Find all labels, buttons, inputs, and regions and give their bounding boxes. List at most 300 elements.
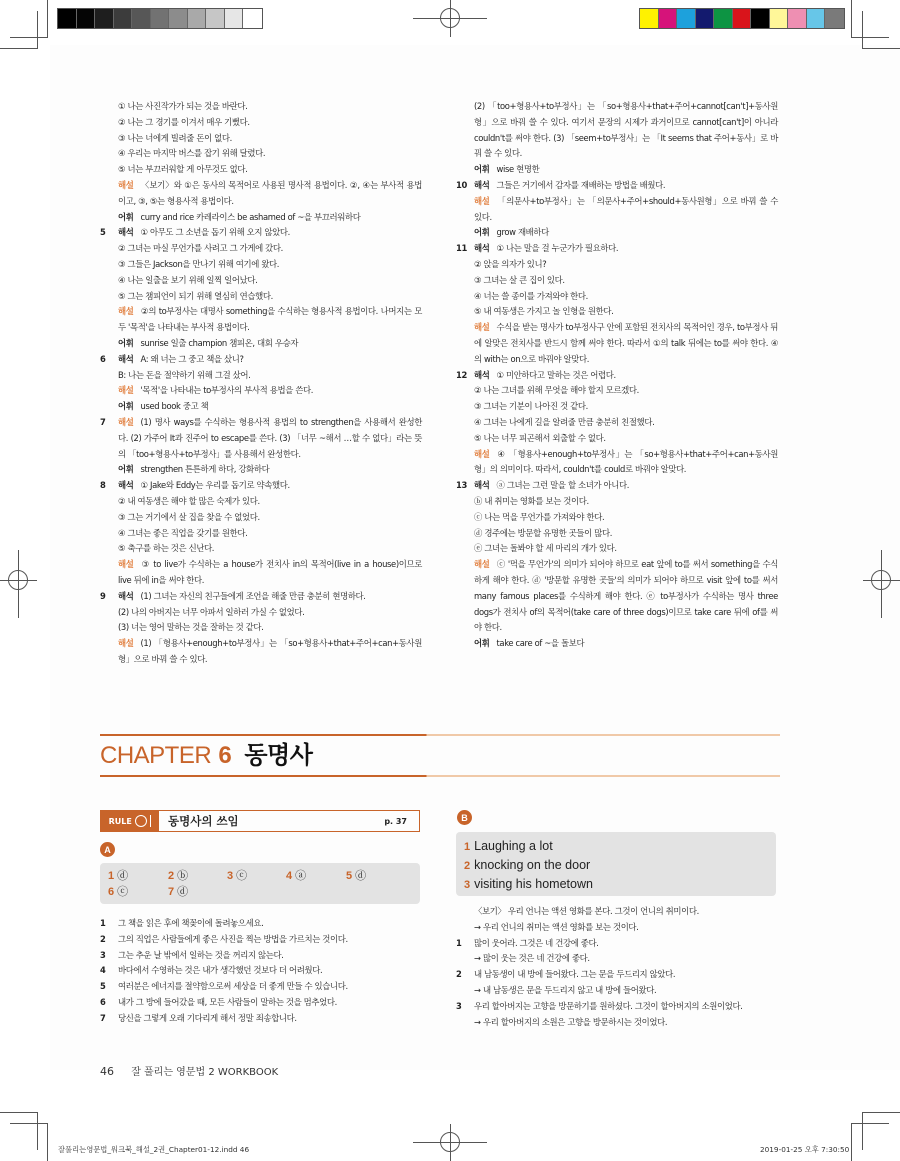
question-number bbox=[456, 257, 474, 273]
question-entry bbox=[456, 368, 778, 384]
answer-number: 3 bbox=[464, 879, 471, 891]
crop-mark bbox=[37, 11, 38, 49]
question-number bbox=[456, 951, 474, 967]
entry-content: ④ 너는 쓸 종이를 가져와야 한다. bbox=[474, 290, 588, 301]
question-number bbox=[100, 494, 118, 510]
print-timestamp: 2019-01-25 오후 7:30:50 bbox=[760, 1145, 850, 1154]
question-number bbox=[456, 526, 474, 542]
entry-line bbox=[100, 210, 422, 226]
color-swatch bbox=[132, 9, 151, 28]
chapter-prefix: CHAPTER bbox=[100, 742, 212, 769]
entry-text bbox=[474, 399, 778, 415]
entry-label: 어휘 bbox=[474, 227, 490, 238]
entry-line bbox=[100, 178, 422, 210]
entry-label: 해설 bbox=[118, 638, 134, 649]
entry-line bbox=[100, 289, 422, 305]
entry-content: ③ 그녀는 살 큰 집이 있다. bbox=[474, 274, 565, 285]
question-entry bbox=[100, 415, 422, 462]
answer-number: 1 bbox=[464, 841, 471, 853]
question-number bbox=[100, 115, 118, 131]
answer-number: 4 bbox=[286, 870, 293, 882]
entry-content: ⓔ 그녀는 돌봐야 할 세 마리의 개가 있다. bbox=[474, 543, 617, 554]
translation-line bbox=[100, 963, 422, 979]
crop-mark bbox=[0, 1112, 38, 1113]
entry-content: ① 아무도 그 소년을 돕기 위해 오지 않았다. bbox=[140, 227, 290, 238]
entry-text bbox=[118, 210, 422, 226]
chapter-number: 6 bbox=[218, 742, 232, 769]
question-number bbox=[456, 162, 474, 178]
entry-text bbox=[118, 241, 422, 257]
entry-content: (2) 「too+형용사+to부정사」는 「so+형용사+that+주어+cannot[can't]+동사원형」으로 바꿔 쓸 수 있다. 여기서 문장의 시제가 과거이므로 cannot[can't]이 아니라 couldn't를 써야 한다. (3) 「seem+to부정사」는 「It seems that 주어+동사」로 바꿔 쓸 수 있다. bbox=[474, 101, 778, 159]
entry-content: B: 나는 돈을 절약하기 위해 그걸 샀어. bbox=[118, 369, 251, 380]
color-swatch bbox=[751, 9, 770, 28]
entry-line bbox=[100, 510, 422, 526]
question-number bbox=[456, 1015, 474, 1031]
entry-label: 어휘 bbox=[118, 211, 134, 222]
entry-line bbox=[456, 447, 778, 479]
color-swatch bbox=[714, 9, 733, 28]
entry-content: ② 나는 그 경기를 이겨서 매우 기뻤다. bbox=[118, 116, 250, 127]
entry-line bbox=[100, 146, 422, 162]
answer-key-right-column bbox=[456, 99, 778, 652]
answer-number: 1 bbox=[108, 870, 115, 882]
question-number bbox=[100, 131, 118, 147]
entry-label: 어휘 bbox=[118, 401, 134, 412]
entry-content: (3) 너는 영어 말하는 것을 잘하는 것 같다. bbox=[118, 622, 264, 633]
entry-text bbox=[474, 510, 778, 526]
color-swatch bbox=[659, 9, 678, 28]
entry-content: ③ 그는 거기에서 살 집을 찾을 수 없었다. bbox=[118, 511, 260, 522]
question-number bbox=[456, 383, 474, 399]
question-number bbox=[456, 983, 474, 999]
entry-text bbox=[118, 510, 422, 526]
color-swatch bbox=[825, 9, 844, 28]
answer-value: knocking on the door bbox=[474, 858, 591, 872]
question-number bbox=[456, 225, 474, 241]
translation-line bbox=[100, 932, 422, 948]
entry-label: 어휘 bbox=[474, 638, 490, 649]
question-number: 8 bbox=[100, 480, 106, 491]
question-number bbox=[456, 99, 474, 162]
question-number bbox=[100, 304, 118, 336]
entry-line bbox=[456, 304, 778, 320]
crop-mark bbox=[862, 11, 863, 49]
answer-number: 2 bbox=[168, 870, 175, 882]
entry-text bbox=[474, 194, 778, 226]
entry-text bbox=[118, 526, 422, 542]
question-number bbox=[100, 241, 118, 257]
translation-text: 우리 할아버지는 고향을 방문하기를 원하셨다. 그것이 할아버지의 소원이었다. bbox=[474, 1000, 743, 1011]
entry-text bbox=[118, 304, 422, 336]
entry-text bbox=[118, 162, 422, 178]
color-swatch bbox=[58, 9, 77, 28]
entry-content: curry and rice 카레라이스 be ashamed of ~을 부끄러워하다 bbox=[140, 211, 361, 222]
question-number bbox=[100, 210, 118, 226]
crop-mark bbox=[47, 1124, 48, 1161]
entry-label: 해석 bbox=[118, 353, 134, 364]
question-number bbox=[100, 620, 118, 636]
answer-value: ⓑ bbox=[177, 869, 189, 882]
chapter-title bbox=[100, 736, 780, 775]
crop-mark bbox=[37, 1112, 38, 1150]
question-number bbox=[456, 289, 474, 305]
translation-text: 그의 직업은 사람들에게 좋은 사진을 찍는 방법을 가르치는 것이다. bbox=[118, 933, 348, 944]
question-number bbox=[100, 462, 118, 478]
entry-text bbox=[474, 225, 778, 241]
answer-number: 6 bbox=[108, 886, 115, 898]
question-number: 1 bbox=[456, 937, 462, 948]
entry-text bbox=[118, 336, 422, 352]
entry-line bbox=[456, 636, 778, 652]
question-number bbox=[100, 146, 118, 162]
translation-text: → 내 남동생은 문을 두드리지 않고 내 방에 들어왔다. bbox=[474, 984, 657, 995]
answer-key-left-column bbox=[100, 99, 422, 668]
entry-text bbox=[474, 494, 778, 510]
chapter-name: 동명사 bbox=[244, 741, 313, 769]
question-number: 12 bbox=[456, 369, 467, 380]
section-a-answer-box bbox=[100, 863, 420, 904]
question-number: 3 bbox=[456, 1000, 462, 1011]
answer-item bbox=[168, 884, 188, 900]
color-swatch bbox=[225, 9, 244, 28]
answer-item bbox=[464, 875, 776, 894]
entry-text bbox=[474, 162, 778, 178]
crop-mark bbox=[862, 1112, 863, 1150]
crop-mark bbox=[851, 1124, 852, 1161]
entry-text bbox=[118, 620, 422, 636]
entry-label: 어휘 bbox=[118, 337, 134, 348]
answer-value: ⓓ bbox=[355, 869, 367, 882]
answer-number: 7 bbox=[168, 886, 175, 898]
color-swatch bbox=[807, 9, 826, 28]
entry-line bbox=[456, 99, 778, 162]
entry-content: 그들은 거기에서 감자를 재배하는 방법을 배웠다. bbox=[496, 179, 666, 190]
divider bbox=[100, 775, 780, 777]
question-number bbox=[456, 399, 474, 415]
translation-text: 내 남동생이 내 방에 들어왔다. 그는 문을 두드리지 않았다. bbox=[474, 969, 676, 980]
entry-content: (2) 나의 아버지는 너무 아파서 일하러 가실 수 없었다. bbox=[118, 606, 305, 617]
entry-line bbox=[456, 162, 778, 178]
entry-line bbox=[100, 383, 422, 399]
section-a-badge: A bbox=[100, 842, 115, 857]
translation-line bbox=[456, 936, 786, 952]
entry-content: ① Jake와 Eddy는 우리를 돕기로 약속했다. bbox=[140, 480, 290, 491]
question-number: 2 bbox=[100, 933, 106, 944]
entry-label: 해설 bbox=[118, 385, 134, 396]
entry-text bbox=[118, 589, 422, 605]
question-number bbox=[456, 304, 474, 320]
registration-mark bbox=[440, 1132, 460, 1152]
color-swatch bbox=[114, 9, 133, 28]
question-number bbox=[100, 605, 118, 621]
question-number bbox=[100, 399, 118, 415]
entry-text bbox=[118, 257, 422, 273]
entry-content: ⑤ 나는 너무 피곤해서 외출할 수 없다. bbox=[474, 432, 606, 443]
question-number: 6 bbox=[100, 353, 106, 364]
entry-text bbox=[118, 273, 422, 289]
question-number bbox=[100, 636, 118, 668]
entry-text bbox=[118, 605, 422, 621]
entry-line bbox=[456, 383, 778, 399]
entry-text bbox=[118, 478, 422, 494]
color-swatch bbox=[95, 9, 114, 28]
entry-line bbox=[100, 368, 422, 384]
entry-text bbox=[474, 447, 778, 479]
entry-content: ③ 그녀는 기분이 나아진 것 같다. bbox=[474, 401, 588, 412]
entry-content: ③ 나는 너에게 빌려줄 돈이 없다. bbox=[118, 132, 232, 143]
entry-text bbox=[474, 320, 778, 367]
answer-value: visiting his hometown bbox=[474, 877, 593, 891]
entry-content: ⑤ 그는 챔피언이 되기 위해 열심히 연습했다. bbox=[118, 290, 273, 301]
entry-line bbox=[456, 194, 778, 226]
translation-text: 〈보기〉 우리 언니는 액션 영화를 본다. 그것이 언니의 취미이다. bbox=[474, 906, 699, 916]
entry-content: ① 미안하다고 말하는 것은 어렵다. bbox=[496, 369, 616, 380]
entry-text bbox=[118, 178, 422, 210]
answer-number: 5 bbox=[346, 870, 353, 882]
answer-value: ⓒ bbox=[236, 869, 248, 882]
process-color-bar bbox=[639, 8, 845, 29]
translation-text: 많이 웃어라. 그것은 네 건강에 좋다. bbox=[474, 937, 599, 948]
entry-line bbox=[456, 431, 778, 447]
page-reference: p. 37 bbox=[384, 816, 407, 826]
question-number bbox=[100, 273, 118, 289]
question-number bbox=[456, 636, 474, 652]
question-number bbox=[100, 336, 118, 352]
entry-line bbox=[456, 510, 778, 526]
translation-line bbox=[456, 951, 786, 967]
entry-content: ④ 「형용사+enough+to부정사」는 「so+형용사+that+주어+can+동사원형」의 의미이다. 따라서, couldn't를 could로 바꿔야 알맞다. bbox=[474, 448, 778, 475]
entry-label: 해석 bbox=[118, 227, 134, 238]
question-number bbox=[100, 541, 118, 557]
entry-label: 해설 bbox=[118, 179, 134, 190]
entry-text bbox=[118, 352, 422, 368]
entry-text bbox=[474, 636, 778, 652]
entry-content: used book 중고 책 bbox=[140, 401, 209, 412]
color-swatch bbox=[169, 9, 188, 28]
entry-line bbox=[100, 636, 422, 668]
question-number: 5 bbox=[100, 227, 106, 238]
answer-item bbox=[108, 868, 128, 884]
entry-content: ⑤ 너는 부끄러워할 게 아무것도 없다. bbox=[118, 164, 248, 175]
entry-text bbox=[474, 289, 778, 305]
entry-label: 해석 bbox=[474, 179, 490, 190]
answer-value: ⓓ bbox=[177, 885, 189, 898]
question-number bbox=[456, 920, 474, 936]
question-number bbox=[456, 415, 474, 431]
translation-line bbox=[100, 995, 422, 1011]
question-number bbox=[456, 541, 474, 557]
page-number: 46 bbox=[100, 1065, 114, 1078]
entry-line bbox=[100, 620, 422, 636]
question-number bbox=[456, 194, 474, 226]
question-number: 11 bbox=[456, 243, 467, 254]
entry-text bbox=[474, 415, 778, 431]
entry-content: ① 나는 말을 걸 누군가가 필요하다. bbox=[496, 243, 619, 254]
entry-label: 해석 bbox=[474, 480, 490, 491]
entry-text bbox=[474, 383, 778, 399]
question-entry bbox=[100, 478, 422, 494]
question-number: 7 bbox=[100, 416, 106, 427]
translation-text: 내가 그 방에 들어갔을 때, 모든 사람들이 말하는 것을 멈추었다. bbox=[118, 996, 337, 1007]
entry-text bbox=[474, 368, 778, 384]
translation-line bbox=[456, 967, 786, 983]
entry-line bbox=[100, 99, 422, 115]
entry-content: (1) 명사 ways를 수식하는 형용사적 용법의 to strengthen을 사용해서 완성한다. (2) 가주어 It과 진주어 to escape를 쓴다. (3) 「너무 ~해서 …할 수 없다」라는 뜻의 「too+형용사+to부정사」를 사용해서 완성한다. bbox=[118, 416, 422, 459]
answer-item bbox=[168, 868, 188, 884]
entry-text bbox=[118, 383, 422, 399]
entry-label: 해설 bbox=[118, 306, 134, 317]
entry-label: 해설 bbox=[118, 559, 134, 570]
entry-text bbox=[118, 115, 422, 131]
question-entry bbox=[100, 589, 422, 605]
entry-text bbox=[118, 289, 422, 305]
rule-title: 동명사의 쓰임 bbox=[168, 814, 239, 828]
entry-text bbox=[118, 131, 422, 147]
crop-mark bbox=[851, 1123, 889, 1124]
question-entry bbox=[456, 178, 778, 194]
entry-text bbox=[474, 526, 778, 542]
question-entry bbox=[456, 478, 778, 494]
entry-text bbox=[474, 241, 778, 257]
entry-content: 〈보기〉와 ①은 동사의 목적어로 사용된 명사적 용법이다. ②, ④는 부사적 용법이고, ③, ⑤는 형용사적 용법이다. bbox=[118, 179, 422, 206]
question-number: 2 bbox=[456, 969, 462, 980]
entry-content: strengthen 튼튼하게 하다, 강화하다 bbox=[140, 464, 270, 475]
answer-value: ⓐ bbox=[295, 869, 307, 882]
rule-tag bbox=[101, 811, 159, 831]
color-swatch bbox=[77, 9, 96, 28]
translation-text: 그는 추운 날 밖에서 일하는 것을 꺼리지 않는다. bbox=[118, 949, 284, 960]
entry-line bbox=[100, 605, 422, 621]
entry-line bbox=[456, 526, 778, 542]
question-number: 10 bbox=[456, 179, 467, 190]
entry-text bbox=[474, 304, 778, 320]
page-footer bbox=[100, 1063, 278, 1078]
entry-label: 해설 bbox=[474, 448, 490, 459]
question-entry bbox=[456, 241, 778, 257]
entry-content: ⓒ '먹을 무언가'의 의미가 되어야 하므로 eat 앞에 to를 써서 something을 수식하게 해야 한다. ⓓ '방문할 유명한 곳들'의 의미가 되어야 하므로 visit 앞에 to를 써서 many famous places를 수식하게 해야 한다. ⓔ to부정사가 수식하는 명사 three dogs가 전치사 of의 목적어(take care of three dogs)이므로 take care 뒤에 of를 써야 한다. bbox=[474, 559, 778, 633]
entry-text bbox=[118, 494, 422, 510]
question-number: 7 bbox=[100, 1012, 106, 1023]
translation-line bbox=[100, 948, 422, 964]
entry-content: (1) 「형용사+enough+to부정사」는 「so+형용사+that+주어+can+동사원형」으로 바꿔 쓸 수 있다. bbox=[118, 638, 422, 664]
entry-line bbox=[100, 241, 422, 257]
color-swatch bbox=[696, 9, 715, 28]
question-number: 3 bbox=[100, 949, 106, 960]
entry-line bbox=[456, 257, 778, 273]
entry-line bbox=[100, 273, 422, 289]
entry-content: ① 나는 사진작가가 되는 것을 바란다. bbox=[118, 101, 248, 111]
entry-text bbox=[118, 225, 422, 241]
crop-mark bbox=[862, 1112, 900, 1113]
entry-text bbox=[474, 99, 778, 162]
question-number: 4 bbox=[100, 965, 106, 976]
entry-line bbox=[456, 399, 778, 415]
translation-text: → 우리 언니의 취미는 액션 영화를 보는 것이다. bbox=[474, 921, 639, 932]
section-a-translations bbox=[100, 916, 422, 1027]
entry-label: 해석 bbox=[118, 480, 134, 491]
entry-line bbox=[100, 557, 422, 589]
entry-content: ③ 그들은 Jackson을 만나기 위해 여기에 왔다. bbox=[118, 258, 280, 269]
entry-line bbox=[456, 289, 778, 305]
rule-number-one-icon bbox=[150, 815, 152, 827]
crop-mark bbox=[10, 37, 48, 38]
color-swatch bbox=[770, 9, 789, 28]
chapter-heading bbox=[100, 734, 780, 777]
entry-content: ②의 to부정사는 대명사 something을 수식하는 형용사적 용법이다. 나머지는 모두 '목적'을 나타내는 부사적 용법이다. bbox=[118, 306, 422, 333]
question-number bbox=[100, 383, 118, 399]
answer-number: 2 bbox=[464, 860, 471, 872]
crop-mark bbox=[862, 48, 900, 49]
question-number bbox=[100, 368, 118, 384]
entry-content: ④ 나는 일출을 보기 위해 일찍 일어났다. bbox=[118, 274, 258, 285]
entry-line bbox=[100, 494, 422, 510]
file-slug: 잘풀리는영문법_워크북_해설_2권_Chapter01-12.indd 46 bbox=[58, 1145, 250, 1154]
entry-content: 「의문사+to부정사」는 「의문사+주어+should+동사원형」으로 바꿔 쓸 수 있다. bbox=[474, 195, 778, 222]
color-swatch bbox=[206, 9, 225, 28]
entry-line bbox=[456, 320, 778, 367]
crop-mark bbox=[851, 0, 852, 37]
translation-line bbox=[456, 999, 786, 1015]
entry-line bbox=[456, 541, 778, 557]
section-b-answer-box bbox=[456, 832, 776, 896]
question-number bbox=[100, 178, 118, 210]
question-number bbox=[100, 162, 118, 178]
entry-line bbox=[100, 131, 422, 147]
question-number bbox=[100, 526, 118, 542]
color-swatch bbox=[677, 9, 696, 28]
rule-header bbox=[100, 810, 420, 832]
entry-content: ⓒ 나는 먹을 무언가를 가져와야 한다. bbox=[474, 511, 605, 522]
entry-text bbox=[118, 462, 422, 478]
registration-mark bbox=[440, 8, 460, 28]
entry-content: ④ 우리는 마지막 버스를 잡기 위해 달렸다. bbox=[118, 148, 266, 159]
translation-line bbox=[100, 1011, 422, 1027]
registration-mark bbox=[8, 570, 28, 590]
crop-mark bbox=[0, 48, 38, 49]
rule-label: RULE bbox=[108, 816, 132, 826]
translation-line bbox=[456, 904, 786, 920]
entry-label: 해설 bbox=[474, 559, 490, 570]
entry-text bbox=[474, 431, 778, 447]
answer-number: 3 bbox=[227, 870, 234, 882]
answer-value: Laughing a lot bbox=[474, 839, 553, 853]
entry-line bbox=[456, 225, 778, 241]
entry-content: ② 그녀는 마실 무언가를 사려고 그 가게에 갔다. bbox=[118, 243, 283, 254]
entry-content: (1) 그녀는 자신의 친구들에게 조언을 해줄 만큼 충분히 현명하다. bbox=[140, 590, 366, 601]
color-swatch bbox=[151, 9, 170, 28]
question-entry bbox=[100, 352, 422, 368]
question-number bbox=[100, 99, 118, 115]
translation-text: 당신을 그렇게 오래 기다리게 해서 정말 죄송합니다. bbox=[118, 1012, 297, 1023]
color-swatch bbox=[188, 9, 207, 28]
entry-label: 해설 bbox=[118, 416, 134, 427]
question-number bbox=[456, 273, 474, 289]
grayscale-color-bar bbox=[57, 8, 263, 29]
entry-text bbox=[474, 178, 778, 194]
question-number: 9 bbox=[100, 590, 106, 601]
entry-label: 해설 bbox=[474, 195, 490, 206]
question-number bbox=[456, 447, 474, 479]
entry-text bbox=[118, 368, 422, 384]
entry-line bbox=[456, 557, 778, 636]
entry-content: ④ 그녀는 좋은 직업을 갖기를 원한다. bbox=[118, 527, 248, 538]
entry-content: ③ to live가 수식하는 a house가 전치사 in의 목적어(live in a house)이므로 live 뒤에 in을 써야 한다. bbox=[118, 559, 422, 585]
translation-line bbox=[456, 1015, 786, 1031]
entry-line bbox=[456, 415, 778, 431]
entry-text bbox=[118, 557, 422, 589]
question-number: 1 bbox=[100, 918, 106, 928]
question-number bbox=[456, 557, 474, 636]
